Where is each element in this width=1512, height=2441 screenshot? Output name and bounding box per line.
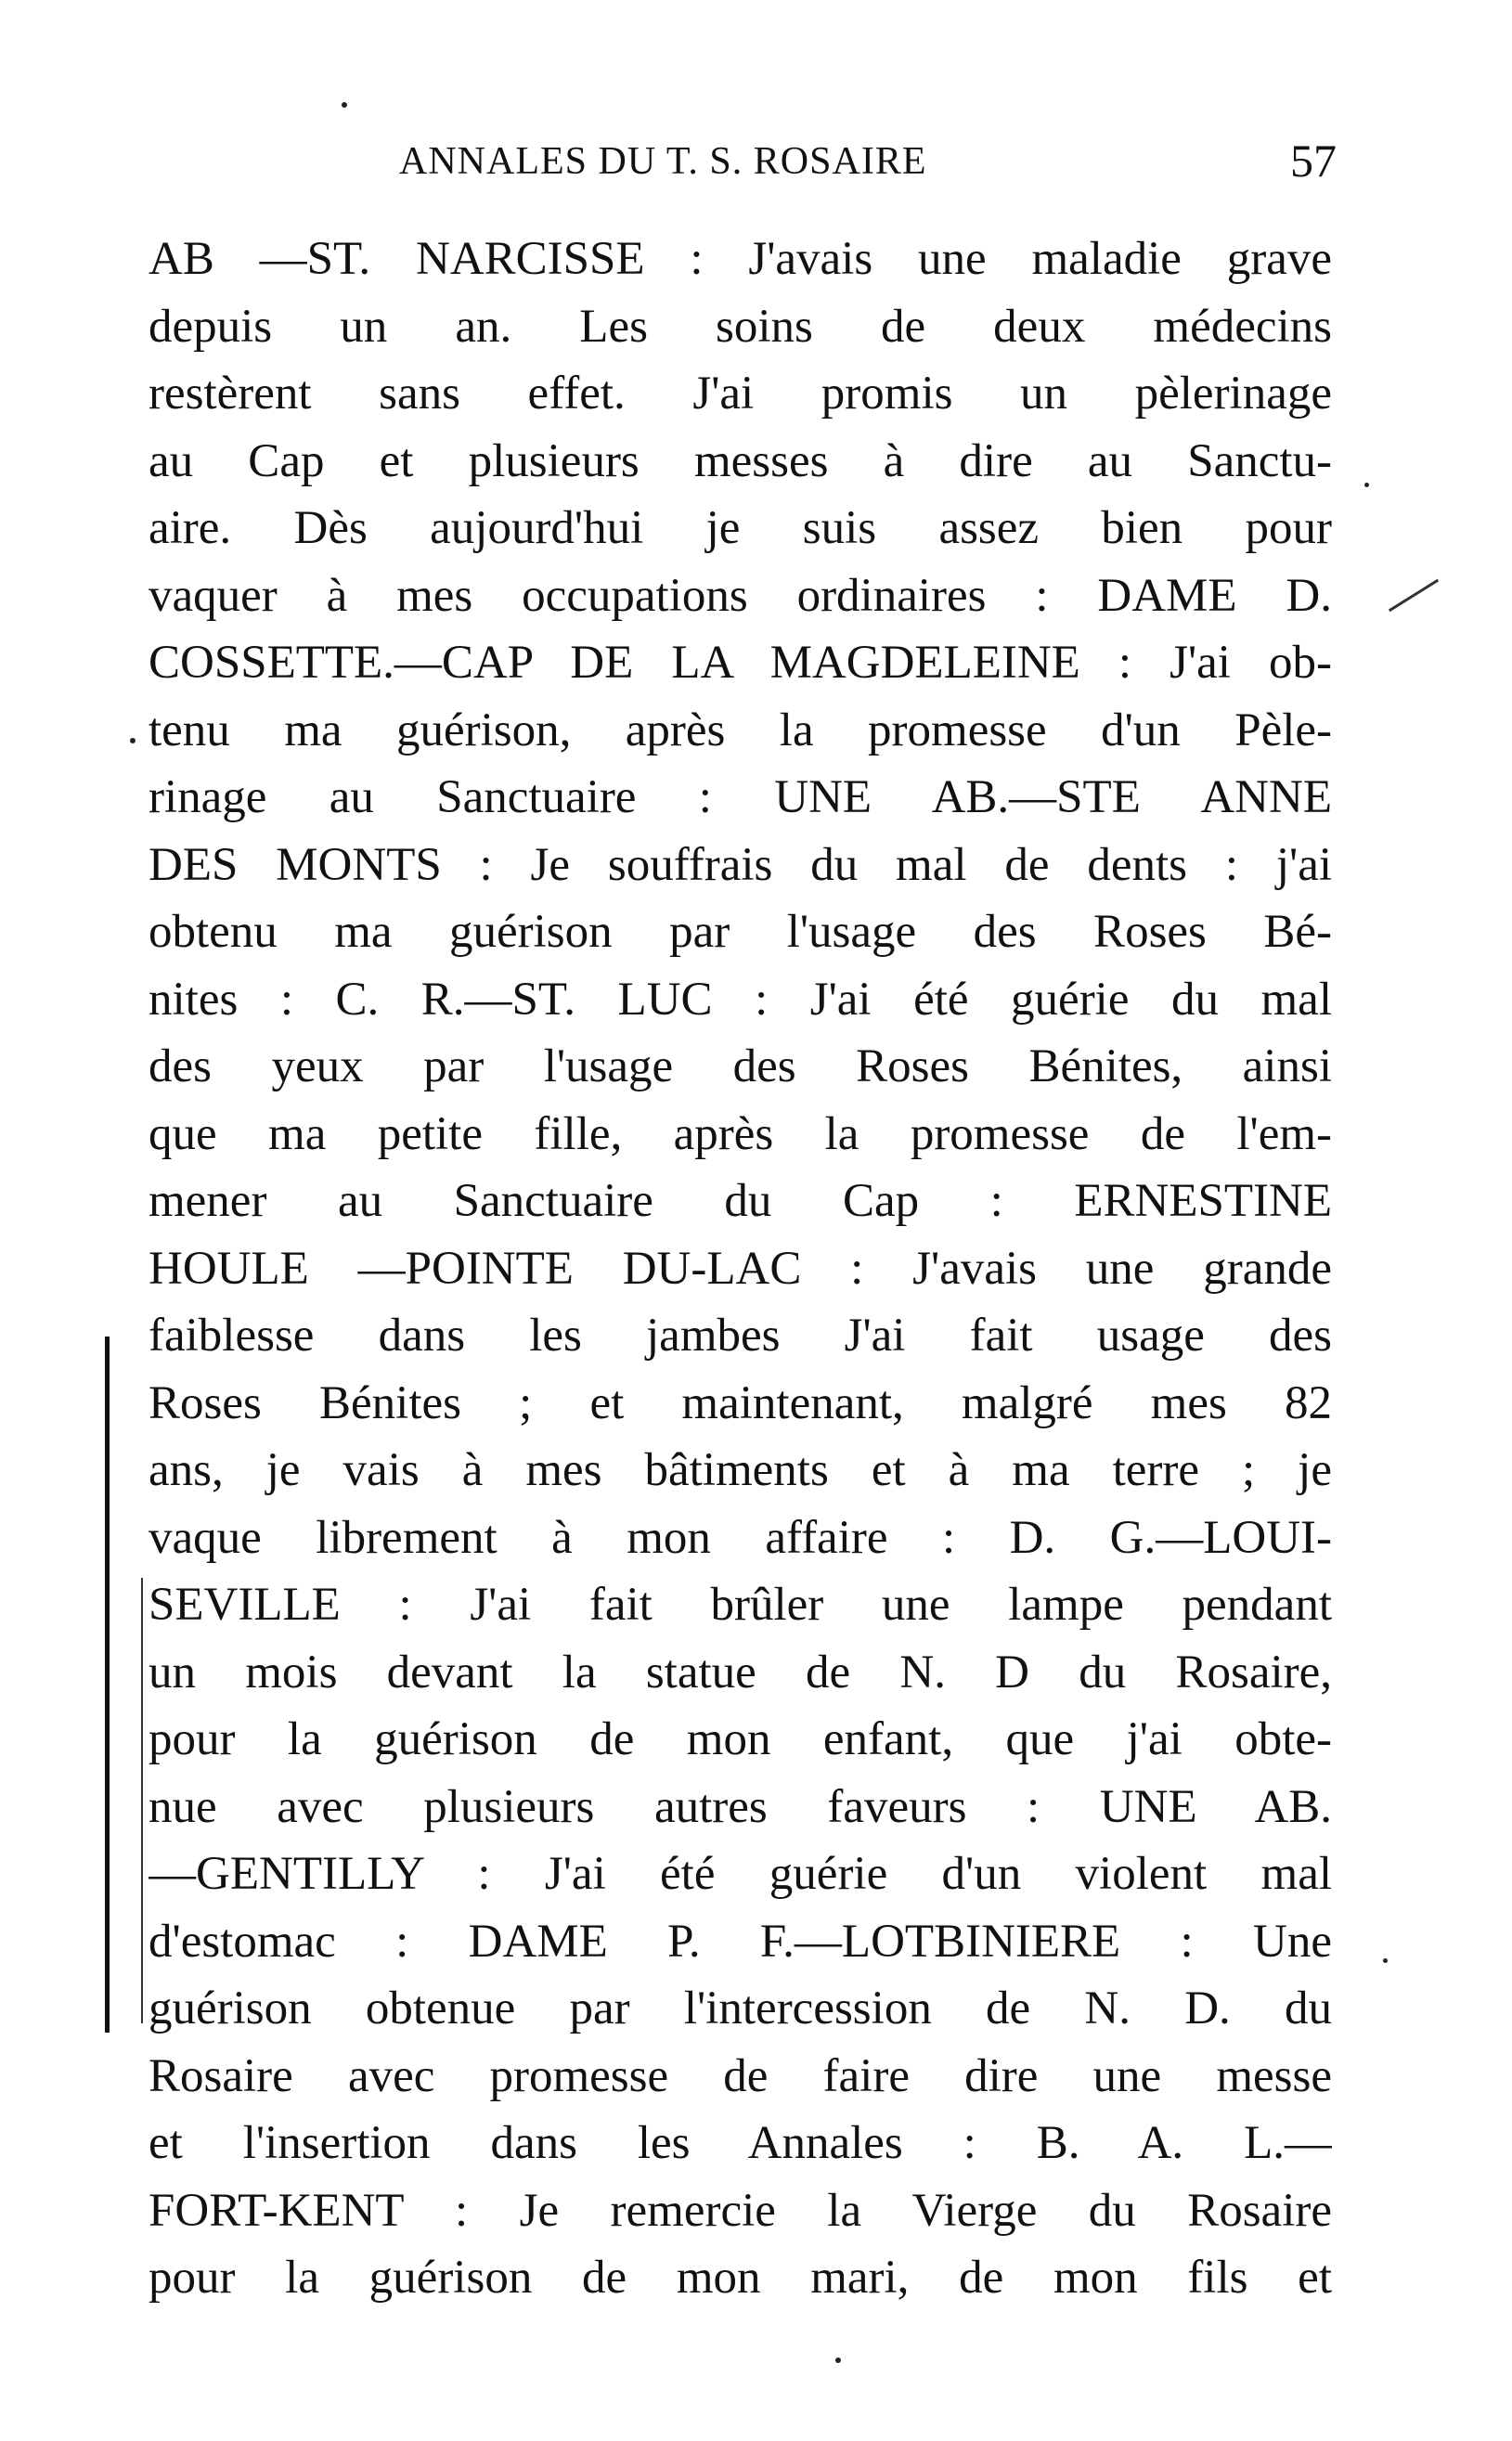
text-line: Roses Bénites ; et maintenant, malgré mes 82: [149, 1376, 1332, 1429]
text-line: tenu ma guérison, après la promesse d'un Pèle-: [149, 704, 1332, 756]
text-line: depuis un an. Les soins de deux médecins: [149, 300, 1332, 353]
text-line: FORT-KENT : Je remercie la Vierge du Rosaire: [149, 2184, 1332, 2237]
text-line: un mois devant la statue de N. D du Rosaire,: [149, 1646, 1332, 1698]
text-line: vaquer à mes occupations ordinaires : DAME D.: [149, 569, 1332, 622]
text-line: pour la guérison de mon enfant, que j'ai obte-: [149, 1713, 1332, 1765]
body-text: [149, 226, 1332, 2312]
text-line: HOULE —POINTE DU-LAC : J'avais une grande: [149, 1242, 1332, 1295]
text-line: obtenu ma guérison par l'usage des Roses Bé-: [149, 906, 1332, 958]
text-line: restèrent sans effet. J'ai promis un pèlerinage: [149, 368, 1332, 420]
text-line: DES MONTS : Je souffrais du mal de dents : j'ai: [149, 838, 1332, 891]
print-speck: [342, 102, 347, 108]
text-line: pour la guérison de mon mari, de mon fils et: [149, 2252, 1332, 2304]
text-line: des yeux par l'usage des Roses Bénites, ainsi: [149, 1040, 1332, 1092]
page-number: 57: [1290, 135, 1337, 187]
print-speck: [1364, 483, 1369, 487]
text-line: guérison obtenue par l'intercession de N. D. du: [149, 1983, 1332, 2034]
running-title: ANNALES DU T. S. ROSAIRE: [399, 140, 927, 183]
text-line: Rosaire avec promesse de faire dire une messe: [149, 2049, 1332, 2102]
text-line: nue avec plusieurs autres faveurs : UNE AB.: [149, 1780, 1332, 1833]
text-line: que ma petite fille, après la promesse de l'em-: [149, 1107, 1332, 1160]
text-line: et l'insertion dans les Annales : B. A. L.—: [149, 2117, 1332, 2169]
text-line: COSSETTE.—CAP DE LA MAGDELEINE : J'ai ob-: [149, 637, 1332, 689]
text-line: aire. Dès aujourd'hui je suis assez bien pour: [149, 502, 1332, 554]
text-line: mener au Sanctuaire du Cap : ERNESTINE: [149, 1175, 1332, 1227]
text-line: rinage au Sanctuaire : UNE AB.—STE ANNE: [149, 771, 1332, 823]
text-line: d'estomac : DAME P. F.—LOTBINIERE : Une: [149, 1915, 1332, 1968]
text-line: nites : C. R.—ST. LUC : J'ai été guérie du mal: [149, 973, 1332, 1026]
print-speck: [130, 738, 136, 743]
running-head: [149, 135, 1337, 204]
text-line: AB —ST. NARCISSE : J'avais une maladie grave: [149, 233, 1332, 285]
text-line: —GENTILLY : J'ai été guérie d'un violent mal: [149, 1848, 1332, 1900]
text-line: faiblesse dans les jambes J'ai fait usage des: [149, 1310, 1332, 1362]
text-line: au Cap et plusieurs messes à dire au Sanctu-: [149, 434, 1332, 487]
margin-mark: [1389, 579, 1439, 612]
text-line: SEVILLE : J'ai fait brûler une lampe pendant: [149, 1579, 1332, 1631]
text-line: vaque librement à mon affaire : D. G.—LOUI-: [149, 1511, 1332, 1564]
print-speck: [835, 2357, 841, 2363]
margin-rule-thin: [141, 1578, 143, 2023]
print-speck: [1383, 1958, 1388, 1963]
text-line: ans, je vais à mes bâtiments et à ma terre ; je: [149, 1444, 1332, 1496]
margin-rule: [105, 1337, 110, 2033]
